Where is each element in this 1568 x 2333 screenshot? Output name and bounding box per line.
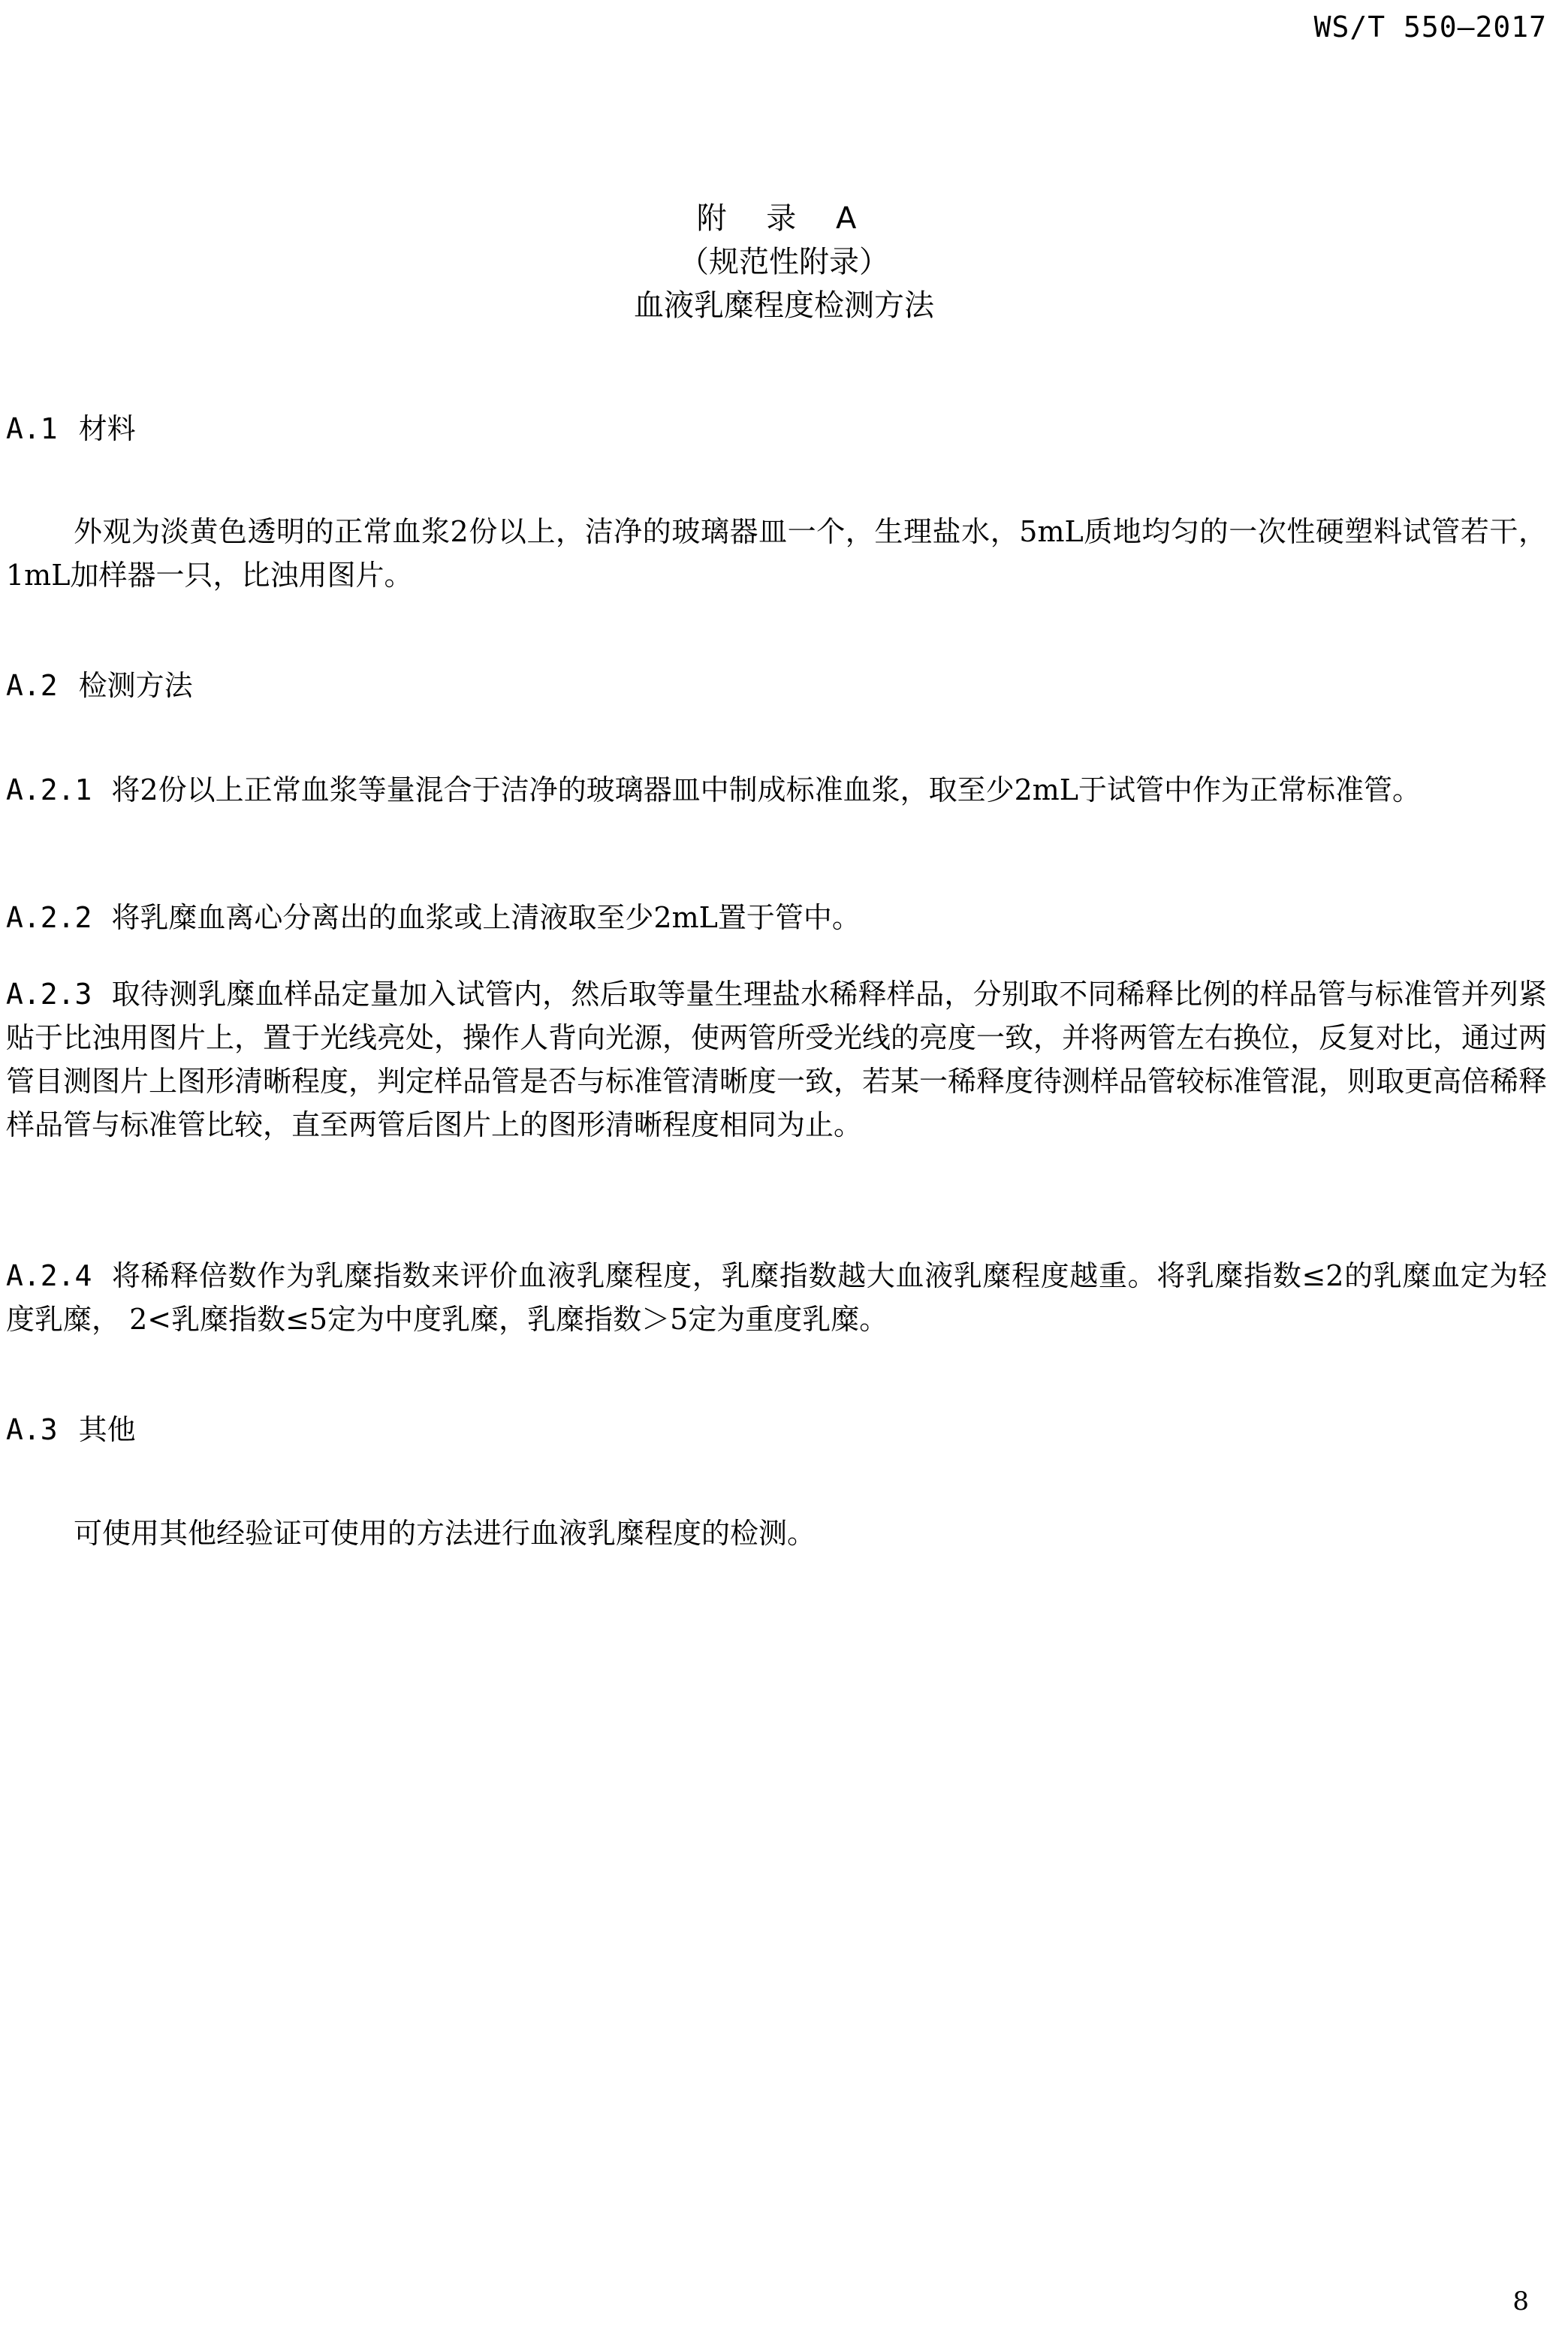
annex-title: 血液乳糜程度检测方法 [634,288,934,323]
annex-type: （规范性附录） [679,245,889,279]
page-number: 8 [1512,2286,1529,2316]
section-a1-paragraph: 外观为淡黄色透明的正常血浆2份以上，洁净的玻璃器皿一个，生理盐水，5mL质地均匀的一次性硬塑料试管若干，1mL加样器一只，比浊用图片。 [6,515,1547,592]
standard-code: WS/T 550—2017 [1313,11,1547,44]
section-number: A.2 [6,669,58,702]
section-number: A.3 [6,1413,58,1446]
clause-number: A.2.2 [6,901,92,934]
section-number: A.1 [6,412,58,445]
section-a3-paragraph: 可使用其他经验证可使用的方法进行血液乳糜程度的检测。 [74,1517,816,1550]
section-heading-a2 [6,665,193,707]
clause-a2-2 [6,896,1547,939]
clause-text: 将稀释倍数作为乳糜指数来评价血液乳糜程度，乳糜指数越大血液乳糜程度越重。将乳糜指数≤2的乳糜血定为轻度乳糜， 2<乳糜指数≤5定为中度乳糜，乳糜指数＞5定为重度乳糜。 [6,1259,1547,1336]
section-heading-a3 [6,1409,136,1451]
section-title: 材料 [78,412,136,445]
annex-label: 附 录 A [696,201,872,236]
annex-heading [0,197,1568,327]
clause-text: 将2份以上正常血浆等量混合于洁净的玻璃器皿中制成标准血浆，取至少2mL于试管中作为正常标准管。 [111,773,1422,806]
clause-number: A.2.4 [6,1259,92,1292]
section-title: 检测方法 [78,669,193,702]
clause-text: 将乳糜血离心分离出的血浆或上清液取至少2mL置于管中。 [111,901,861,934]
section-heading-a1 [6,408,136,450]
clause-a2-4 [6,1254,1547,1341]
section-title: 其他 [78,1413,136,1446]
clause-number: A.2.1 [6,773,92,806]
clause-a2-1 [6,768,1547,812]
clause-text: 取待测乳糜血样品定量加入试管内，然后取等量生理盐水稀释样品，分别取不同稀释比例的样品管与标准管并列紧贴于比浊用图片上，置于光线亮处，操作人背向光源，使两管所受光线的亮度一致，并将两管左右换位，反复对比，通过两管目测图片上图形清晰程度，判定样品管是否与标准管清晰度一致，若某一稀释度待测样品管较标准管混，则取更高倍稀释样品管与标准管比较，直至两管后图片上的图形清晰程度相同为止。 [6,978,1548,1141]
clause-a2-3 [6,972,1547,1147]
clause-number: A.2.3 [6,978,92,1011]
